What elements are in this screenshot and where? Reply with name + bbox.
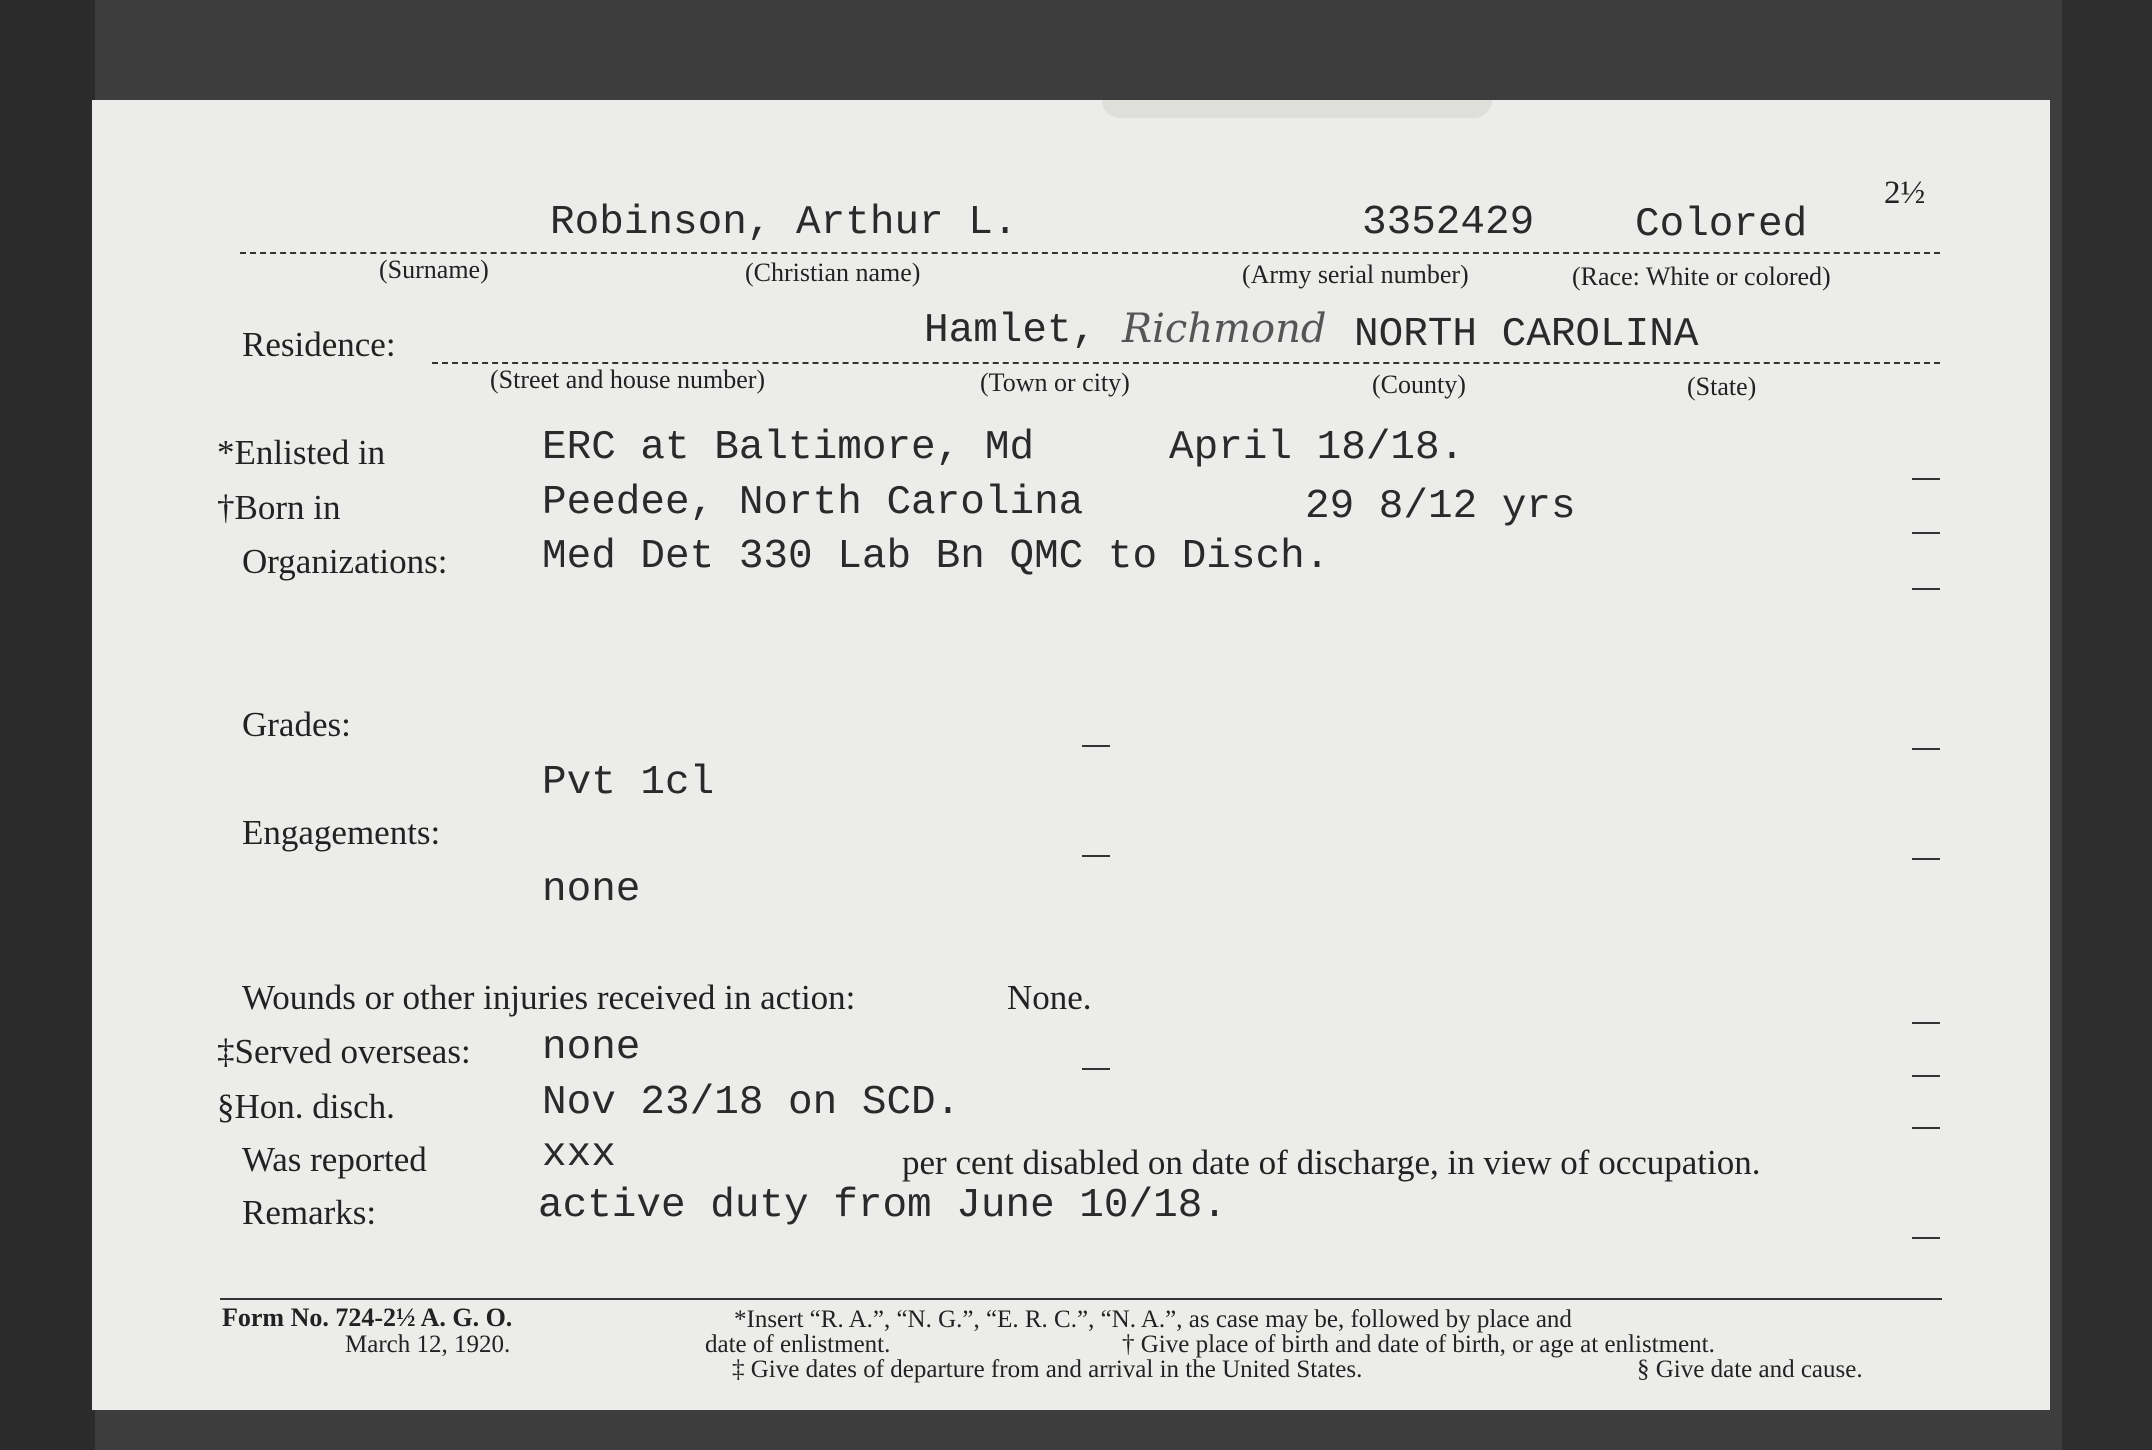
wounds-value: None. (1007, 978, 1092, 1017)
state-caption: (State) (1687, 372, 1757, 401)
grades-value: Pvt 1cl (542, 760, 715, 806)
card-fraction: 2½ (1884, 175, 1926, 211)
remarks-margin-dash (1912, 1237, 1940, 1239)
overseas-mid-dash (1082, 1068, 1110, 1070)
county-caption: (County) (1372, 370, 1466, 399)
residence-county-handwritten: Richmond (1122, 306, 1327, 352)
grades-label: Grades: (242, 705, 351, 744)
footnote-line1: *Insert “R. A.”, “N. G.”, “E. R. C.”, “N. A.”, as case may be, followed by place and (734, 1306, 1572, 1333)
residence-line (432, 362, 1940, 364)
overseas-margin-dash (1912, 1075, 1940, 1077)
name-line (240, 252, 1940, 254)
residence-state: NORTH CAROLINA (1354, 312, 1699, 358)
card-top-blot (1102, 100, 1492, 118)
discharge-label: §Hon. disch. (217, 1087, 395, 1126)
grades-margin-dash (1912, 748, 1940, 750)
engagements-mid-dash (1082, 855, 1110, 857)
overseas-label: ‡Served overseas: (217, 1032, 471, 1071)
wounds-margin-dash (1912, 1022, 1940, 1024)
footnote-line3a: ‡ Give dates of departure from and arrival in the United States. (732, 1356, 1363, 1383)
born-age: 29 8/12 yrs (1305, 484, 1576, 530)
scan-border-left (0, 0, 95, 1450)
born-label: †Born in (217, 488, 341, 527)
race-caption: (Race: White or colored) (1572, 262, 1831, 291)
org-margin-dash (1912, 588, 1940, 590)
footnote-line2a: date of enlistment. (705, 1331, 891, 1358)
discharge-value: Nov 23/18 on SCD. (542, 1080, 961, 1126)
organizations-label: Organizations: (242, 542, 448, 581)
reported-value: xxx (542, 1132, 616, 1178)
remarks-value: active duty from June 10/18. (538, 1183, 1227, 1229)
enlisted-date: April 18/18. (1169, 425, 1465, 471)
engagements-margin-dash (1912, 858, 1940, 860)
serial-number: 3352429 (1362, 200, 1535, 246)
town-caption: (Town or city) (980, 368, 1130, 397)
soldier-name: Robinson, Arthur L. (550, 200, 1018, 246)
born-margin-dash (1912, 532, 1940, 534)
footer-rule (220, 1298, 1942, 1300)
enlisted-value: ERC at Baltimore, Md (542, 425, 1035, 471)
engagements-label: Engagements: (242, 813, 441, 852)
footnote-line3b: § Give date and cause. (1637, 1356, 1863, 1383)
form-number: Form No. 724-2½ A. G. O. (222, 1303, 513, 1332)
street-caption: (Street and house number) (490, 365, 766, 394)
residence-town: Hamlet, (924, 308, 1097, 354)
overseas-value: none (542, 1025, 641, 1071)
record-card (92, 100, 2050, 1410)
surname-caption: (Surname) (379, 255, 489, 284)
residence-label: Residence: (242, 325, 396, 364)
enlisted-label: *Enlisted in (217, 433, 386, 472)
reported-text: per cent disabled on date of discharge, in view of occupation. (902, 1143, 1761, 1182)
grades-mid-dash (1082, 745, 1110, 747)
race-value: Colored (1635, 202, 1808, 248)
serial-caption: (Army serial number) (1242, 260, 1469, 289)
wounds-label: Wounds or other injuries received in action: (242, 978, 856, 1017)
enlisted-margin-dash (1912, 478, 1940, 480)
reported-label: Was reported (242, 1140, 427, 1179)
engagements-value: none (542, 867, 641, 913)
remarks-label: Remarks: (242, 1193, 377, 1232)
christian-name-caption: (Christian name) (745, 258, 921, 287)
form-date: March 12, 1920. (345, 1331, 511, 1358)
scan-border-right (2062, 0, 2152, 1450)
organizations-value: Med Det 330 Lab Bn QMC to Disch. (542, 534, 1330, 580)
discharge-margin-dash (1912, 1127, 1940, 1129)
born-value: Peedee, North Carolina (542, 480, 1084, 526)
footnote-line2b: † Give place of birth and date of birth, or age at enlistment. (1122, 1331, 1715, 1358)
